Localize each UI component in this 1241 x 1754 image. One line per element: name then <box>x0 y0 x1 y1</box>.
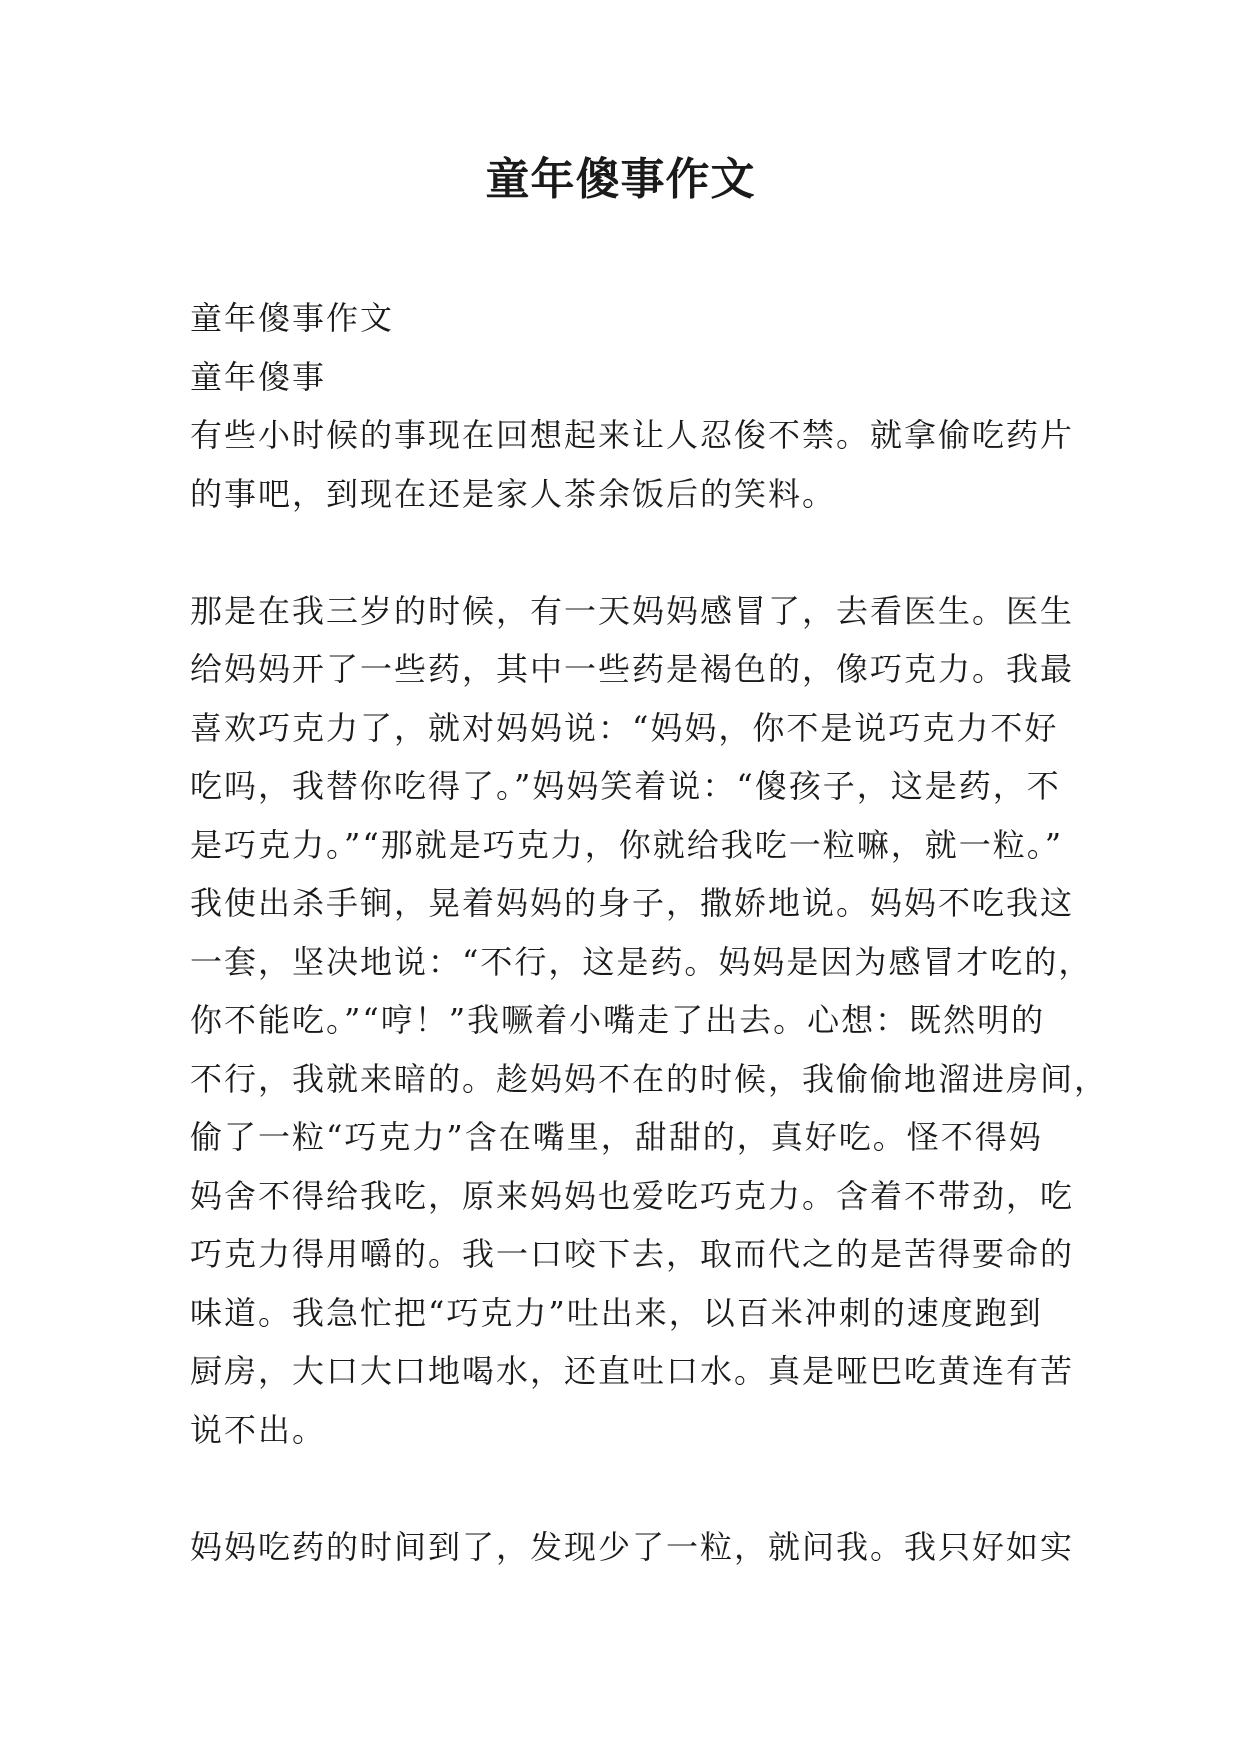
paragraph-gap <box>190 523 1070 582</box>
paragraph-1 <box>190 406 1075 523</box>
paragraph-3 <box>190 1518 1075 1577</box>
header-line-title: 童年傻事作文 <box>190 299 395 337</box>
paragraph-line: 妈妈吃药的时间到了，发现少了一粒，就问我。我只好如实 <box>190 1527 1075 1566</box>
paragraph-line: 给妈妈开了一些药，其中一些药是褐色的，像巧克力。我最 <box>190 650 1075 688</box>
paragraph-line: 吃吗，我替你吃得了。”妈妈笑着说：“傻孩子，这是药，不 <box>190 767 1061 805</box>
paragraph-line: 味道。我急忙把“巧克力”吐出来，以百米冲刺的速度跑到 <box>190 1293 1043 1332</box>
paragraph-line: 你不能吃。”“哼！”我噘着小嘴走了出去。心想：既然明的 <box>190 1001 1046 1039</box>
header-line-subtitle: 童年傻事 <box>190 357 327 396</box>
document-body <box>190 289 1109 1576</box>
paragraph-line: 厨房，大口大口地喝水，还直吐口水。真是哑巴吃黄连有苦 <box>190 1352 1075 1390</box>
paragraph-line: 的事吧，到现在还是家人茶余饭后的笑料。 <box>190 474 837 513</box>
paragraph-line: 那是在我三岁的时候，有一天妈妈感冒了，去看医生。医生 <box>190 591 1075 630</box>
paragraph-line: 偷了一粒“巧克力”含在嘴里，甜甜的，真好吃。怪不得妈 <box>190 1118 1043 1156</box>
paragraph-line: 一套，坚决地说：“不行，这是药。妈妈是因为感冒才吃的， <box>190 942 1093 981</box>
paragraph-gap <box>190 1459 1070 1518</box>
paragraph-line: 说不出。 <box>190 1410 327 1449</box>
document-title: 童年傻事作文 <box>485 154 756 205</box>
paragraph-line: 是巧克力。”“那就是巧克力，你就给我吃一粒嘛，就一粒。” <box>190 825 1064 864</box>
paragraph-line: 我使出杀手锏，晃着妈妈的身子，撒娇地说。妈妈不吃我这 <box>190 884 1075 922</box>
paragraph-line: 妈舍不得给我吃，原来妈妈也爱吃巧克力。含着不带劲，吃 <box>190 1176 1075 1215</box>
paragraph-line: 喜欢巧克力了，就对妈妈说：“妈妈，你不是说巧克力不好 <box>190 708 1059 747</box>
paragraph-line: 不行，我就来暗的。趁妈妈不在的时候，我偷偷地溜进房间， <box>190 1059 1109 1098</box>
paragraph-line: 巧克力得用嚼的。我一口咬下去，取而代之的是苦得要命的 <box>190 1235 1075 1273</box>
paragraph-line: 有些小时候的事现在回想起来让人忍俊不禁。就拿偷吃药片 <box>190 416 1075 454</box>
paragraph-2 <box>190 582 1109 1460</box>
